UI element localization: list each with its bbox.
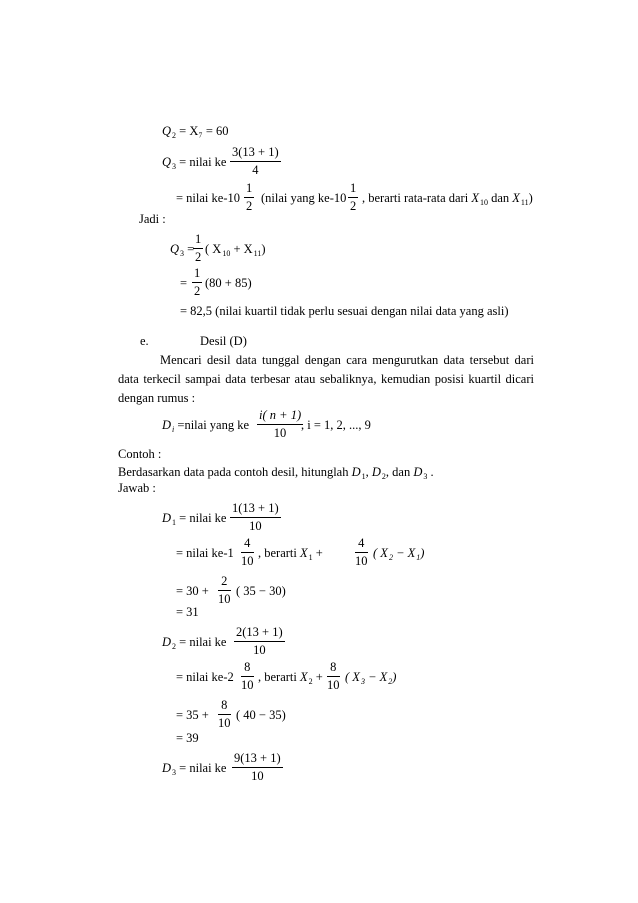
jadi-q3-equals: = xyxy=(187,242,195,256)
di-sub: i xyxy=(172,425,175,434)
d2-mixed-numerator: 8 xyxy=(241,660,254,677)
di-fraction-denominator: 10 xyxy=(273,426,287,440)
d3-symbol: D xyxy=(162,761,172,775)
di-formula-line xyxy=(162,418,249,434)
q3-x10: X xyxy=(471,191,479,205)
contoh-d3-sub: 3 xyxy=(423,472,428,481)
d1-fraction xyxy=(230,501,281,534)
jadi-expr-plus: + X xyxy=(230,242,253,256)
d1-line3-numerator: 2 xyxy=(218,574,231,591)
d1-mixed-numerator: 4 xyxy=(241,536,254,553)
contoh-comma: , xyxy=(365,465,369,479)
d2-paren-minus: − X xyxy=(364,670,388,684)
di-fraction xyxy=(257,408,303,441)
jadi-half-denominator: 2 xyxy=(195,250,202,264)
d2-fraction xyxy=(234,625,285,658)
q3-subscript: 3 xyxy=(172,162,177,171)
q3-x11-sub: 11 xyxy=(520,198,529,207)
di-symbol: D xyxy=(162,418,172,432)
d2-line3-expr: ( 40 − 35) xyxy=(236,708,286,722)
d2-x-sub: 2 xyxy=(308,677,313,686)
d1-paren-minus: − X xyxy=(392,546,416,560)
d1-mixed-denominator: 10 xyxy=(241,554,254,568)
d2-line3-prefix: = 35 + xyxy=(176,708,209,722)
d3-fraction xyxy=(232,751,283,784)
q3-x10-sub: 10 xyxy=(479,198,488,207)
d2-equals: = xyxy=(179,635,187,649)
jadi-line2-numerator: 1 xyxy=(192,266,202,283)
d2-label: nilai ke xyxy=(189,635,227,649)
q2-value: X₇ = 60 xyxy=(189,124,229,138)
q2-line xyxy=(162,124,229,140)
d1-x-sub: 1 xyxy=(308,553,313,562)
q3-line2-middle xyxy=(261,191,346,206)
d1-line2-prefix: = nilai ke-1 xyxy=(176,546,234,560)
d1-fraction-numerator: 1(13 + 1) xyxy=(230,501,281,518)
q3-half2-numerator: 1 xyxy=(348,181,358,198)
d1-equals: = xyxy=(179,511,187,525)
d3-sub: 3 xyxy=(172,768,177,777)
jadi-line2-denominator: 2 xyxy=(194,284,201,298)
jadi-line2-fraction xyxy=(192,266,202,299)
d1-coef-denominator: 10 xyxy=(355,554,368,568)
d1-mixed-fraction xyxy=(241,536,254,569)
d2-paren-sub-b: 2 xyxy=(388,677,393,686)
q3-half2-denominator: 2 xyxy=(350,199,357,213)
q3-half-fraction-2 xyxy=(348,181,358,214)
d2-mixed-denominator: 10 xyxy=(241,678,254,692)
d2-mixed-fraction xyxy=(241,660,254,693)
d2-berarti: , berarti xyxy=(258,670,297,684)
d1-symbol: D xyxy=(162,511,172,525)
d1-plus: + xyxy=(315,546,323,560)
contoh-d1: D xyxy=(351,465,361,479)
d2-line xyxy=(162,635,226,651)
jawab-label: Jawab : xyxy=(118,481,156,495)
d2-paren-close: ) xyxy=(392,670,397,684)
q3-fraction-denominator: 4 xyxy=(252,163,259,177)
jadi-expr-sub1: 10 xyxy=(222,249,231,258)
section-e-letter: e. xyxy=(140,334,149,348)
d1-coef-numerator: 4 xyxy=(355,536,368,553)
di-label: nilai yang ke xyxy=(184,418,250,432)
d1-paren-close: ) xyxy=(420,546,425,560)
jadi-half-fraction xyxy=(193,232,203,265)
q2-symbol: Q xyxy=(162,124,172,138)
d1-paren-sub-b: 1 xyxy=(416,553,421,562)
jadi-expr xyxy=(205,242,266,258)
paragraph-line-2: data terkecil sampai data terbesar atau sebaliknya, kemudian posisi kuartil dicari xyxy=(118,372,534,386)
q3-and: dan xyxy=(491,191,510,205)
d2-paren-expr xyxy=(345,670,396,686)
jadi-label: Jadi : xyxy=(139,212,166,226)
d2-coef-fraction xyxy=(327,660,340,693)
d1-sub: 1 xyxy=(172,518,177,527)
contoh-d2: D xyxy=(371,465,381,479)
d2-coef-denominator: 10 xyxy=(327,678,340,692)
d2-fraction-denominator: 10 xyxy=(253,643,266,657)
di-equals: = xyxy=(177,418,185,432)
d3-fraction-denominator: 10 xyxy=(251,769,264,783)
paragraph-line-3: dengan rumus : xyxy=(118,391,196,405)
d3-fraction-numerator: 9(13 + 1) xyxy=(232,751,283,768)
q3-x11: X xyxy=(512,191,520,205)
jadi-q3-sub: 3 xyxy=(180,249,185,258)
jadi-expr-close: ) xyxy=(261,242,266,256)
d1-line3-expr: ( 35 − 30) xyxy=(236,584,286,598)
di-after: , i = 1, 2, ..., 9 xyxy=(301,418,371,432)
d2-x: X xyxy=(300,670,308,684)
jadi-q3-line xyxy=(170,242,194,258)
d1-berarti: , berarti xyxy=(258,546,297,560)
section-e-title: Desil (D) xyxy=(200,334,247,348)
d2-line2-rest xyxy=(258,670,323,686)
d1-coef-fraction xyxy=(355,536,368,569)
jadi-line3: = 82,5 (nilai kuartil tidak perlu sesuai dengan nilai data yang asli) xyxy=(180,304,509,318)
d1-line3-denominator: 10 xyxy=(218,592,231,606)
d3-label: nilai ke xyxy=(189,761,227,775)
q3-half-fraction xyxy=(244,181,254,214)
d1-x: X xyxy=(300,546,308,560)
d3-equals: = xyxy=(179,761,187,775)
d1-paren-expr xyxy=(373,546,424,562)
d2-plus: + xyxy=(315,670,323,684)
d2-line2-prefix: = nilai ke-2 xyxy=(176,670,234,684)
d2-coef-numerator: 8 xyxy=(327,660,340,677)
d2-line3-denominator: 10 xyxy=(218,716,231,730)
contoh-d1-sub: 1 xyxy=(361,472,366,481)
q2-subscript: 2 xyxy=(172,131,177,140)
q3-line2-after: , berarti rata-rata dari xyxy=(362,191,469,205)
q3-fraction-numerator: 3(13 + 1) xyxy=(230,145,281,162)
q3-close: ) xyxy=(528,191,533,205)
q3-half-denominator: 2 xyxy=(246,199,253,213)
d1-line3-prefix: = 30 + xyxy=(176,584,209,598)
contoh-period: . xyxy=(430,465,434,479)
di-fraction-numerator: i( n + 1) xyxy=(257,408,303,425)
paragraph-line-1: Mencari desil data tunggal dengan cara mengurutkan data tersebut dari xyxy=(160,353,534,367)
q3-equals: = xyxy=(179,155,187,169)
jadi-expr-open: ( X xyxy=(205,242,222,256)
d2-fraction-numerator: 2(13 + 1) xyxy=(234,625,285,642)
contoh-d3: D xyxy=(413,465,423,479)
d1-paren-sub-a: 2 xyxy=(388,553,393,562)
d3-line xyxy=(162,761,226,777)
d2-line3-fraction xyxy=(218,698,231,731)
contoh-d2-sub: 2 xyxy=(381,472,386,481)
q3-symbol: Q xyxy=(162,155,172,169)
q3-line2-mid-text: (nilai yang ke-10 xyxy=(261,191,347,205)
q3-fraction xyxy=(230,145,281,178)
d1-line3-fraction xyxy=(218,574,231,607)
jadi-half-numerator: 1 xyxy=(193,232,203,249)
contoh-label: Contoh : xyxy=(118,447,162,461)
jadi-line2-expr: (80 + 85) xyxy=(205,276,252,290)
jadi-line2-eq: = xyxy=(180,276,188,290)
q3-half-numerator: 1 xyxy=(244,181,254,198)
d2-paren-open: ( X xyxy=(345,670,360,684)
jadi-q3-symbol: Q xyxy=(170,242,180,256)
contoh-text xyxy=(118,465,434,481)
q3-line2-end xyxy=(362,191,533,207)
d1-line4: = 31 xyxy=(176,605,199,619)
jadi-expr-sub2: 11 xyxy=(253,249,262,258)
d2-line4: = 39 xyxy=(176,731,199,745)
d2-line3-numerator: 8 xyxy=(218,698,231,715)
d1-label: nilai ke xyxy=(189,511,227,525)
d2-sub: 2 xyxy=(172,642,177,651)
d2-paren-sub-a: 3 xyxy=(360,677,365,686)
contoh-and: , dan xyxy=(385,465,411,479)
q3-line2 xyxy=(176,191,240,206)
d2-symbol: D xyxy=(162,635,172,649)
q2-equals: = xyxy=(179,124,187,138)
d1-line2-rest xyxy=(258,546,323,562)
q3-line xyxy=(162,155,226,171)
d1-fraction-denominator: 10 xyxy=(249,519,262,533)
contoh-text-before: Berdasarkan data pada contoh desil, hitunglah xyxy=(118,465,349,479)
d1-paren-open: ( X xyxy=(373,546,388,560)
q3-label: nilai ke xyxy=(189,155,227,169)
q3-line2-prefix: = nilai ke-10 xyxy=(176,191,240,205)
d1-line xyxy=(162,511,226,527)
